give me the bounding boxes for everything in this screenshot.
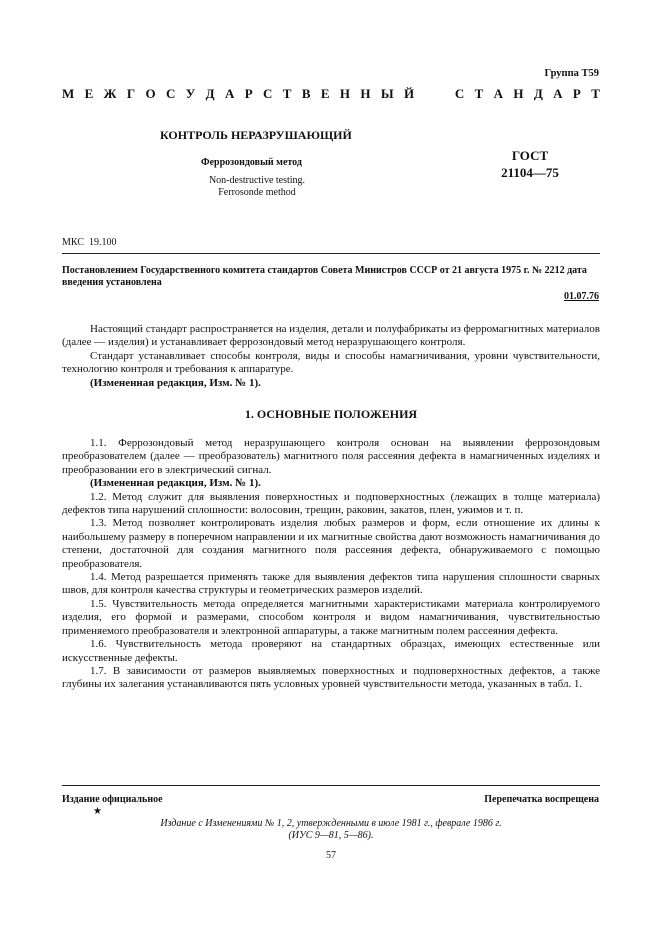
paragraph: 1.3. Метод позволяет контролировать изделия любых размеров и форм, если отношение их длины к наибольшему размеру в поперечном направлении и их магнитные свойства дают возможность намагничивания до степени, достаточной для создания магнитного поля рассеяния дефекта, обнаруживаемого с помощью преобразователя. <box>62 517 600 570</box>
banner-letter: У <box>185 86 196 101</box>
banner-letter: А <box>553 86 563 101</box>
edition-note <box>62 818 600 842</box>
paragraph: 1.7. В зависимости от размеров выявляемых поверхностных и подповерхностных дефектов, а также глубины их залегания устанавливаются пять условных уровней чувствительности метода, указанных в табл. 1. <box>62 664 600 691</box>
intro-block <box>62 323 600 390</box>
banner-letter: М <box>62 86 75 101</box>
paragraph: (Измененная редакция, Изм. № 1). <box>90 376 261 389</box>
banner-letter: Н <box>513 86 524 101</box>
official-edition-label: Издание официальное <box>62 794 163 805</box>
banner-letter: Р <box>572 86 581 101</box>
banner-letter: Е <box>320 86 330 101</box>
banner-letter: Р <box>244 86 253 101</box>
section-title: 1. ОСНОВНЫЕ ПОЛОЖЕНИЯ <box>244 407 418 421</box>
mks-code: МКС 19.100 <box>62 237 117 248</box>
banner-letter: С <box>263 86 273 101</box>
paragraph: Настоящий стандарт распространяется на изделия, детали и полуфабрикаты из ферромагнитных материалов (далее — изделия) и устанавливает феррозондовый метод неразрушающего контроля. <box>62 323 600 349</box>
effective-date: 01.07.76 <box>564 291 599 302</box>
edition-note-line-1: Издание с Изменениями № 1, 2, утвержденными в июле 1981 г., феврале 1986 г. <box>160 818 502 829</box>
page-number: 57 <box>326 850 336 861</box>
banner-letter: А <box>493 86 503 101</box>
paragraph: 1.6. Чувствительность метода проверяют на стандартных образцах, имеющих естественные или искусственные дефекты. <box>62 638 600 664</box>
star-icon: ★ <box>93 806 102 817</box>
banner-letter: С <box>166 86 176 101</box>
paragraph: (Измененная редакция, Изм. № 1). <box>90 477 261 490</box>
banner-letter: Т <box>474 86 484 101</box>
banner-letter: Т <box>282 86 292 101</box>
banner-letter: А <box>224 86 235 101</box>
gost-number: 21104—75 <box>501 165 559 180</box>
banner-letter: О <box>145 86 156 101</box>
decree-text: Постановлением Государственного комитета стандартов Совета Министров СССР от 21 августа 1975 г. № 2212 дата введения установлена <box>62 265 587 288</box>
paragraph: 1.2. Метод служит для выявления поверхностных и подповерхностных (лежащих в толще материала) дефектов типа нарушений сплошности: волосовин, трещин, раковин, закатов, плен, ужимов и т. п. <box>62 490 600 517</box>
banner-letter: Д <box>205 86 215 101</box>
footer-divider <box>62 785 600 786</box>
banner-letter: Е <box>84 86 94 101</box>
banner-letter: Й <box>403 86 415 101</box>
group-code: Группа Т59 <box>544 68 599 79</box>
banner-letter: Ж <box>103 86 117 101</box>
reprint-prohibited-label: Перепечатка воспрещена <box>484 794 599 805</box>
banner-letter: Д <box>533 86 543 101</box>
banner-letter: Г <box>126 86 136 101</box>
english-title <box>200 175 314 199</box>
document-subtitle: Феррозондовый метод <box>201 157 302 168</box>
paragraph: Стандарт устанавливает способы контроля, виды и способы намагничивания, уровни чувствительности, технологию контроля и требования к аппаратуре. <box>62 349 600 376</box>
banner-letter: Т <box>591 86 600 101</box>
banner-letter: Ы <box>380 86 394 101</box>
section-body <box>62 437 600 692</box>
gost-label: ГОСТ <box>511 148 549 163</box>
english-title-line-2: Ferrosonde method <box>218 187 296 198</box>
paragraph: 1.4. Метод разрешается применять также для выявления дефектов типа нарушения сплошности сварных швов, для контроля качества структуры и геометрических размеров изделий. <box>62 571 600 597</box>
banner-gap <box>424 86 444 102</box>
english-title-line-1: Non-destructive testing. <box>208 175 306 186</box>
document-title: КОНТРОЛЬ НЕРАЗРУШАЮЩИЙ <box>160 128 352 142</box>
standard-banner <box>62 86 600 102</box>
banner-letter: В <box>301 86 311 101</box>
edition-note-line-2: (ИУС 9—81, 5—86). <box>288 830 374 841</box>
banner-letter: Н <box>339 86 351 101</box>
banner-letter: С <box>454 86 465 101</box>
banner-letter: Н <box>360 86 371 101</box>
divider <box>62 253 600 254</box>
paragraph: 1.1. Феррозондовый метод неразрушающего контроля основан на выявлении феррозондовым преобразователем (далее — преобразователь) магнитного поля рассеяния дефекта в намагниченных изделиях и преобразовании его в электрический сигнал. <box>62 437 600 476</box>
paragraph: 1.5. Чувствительность метода определяется магнитными характеристиками материала контролируемого изделия, его формой и размерами, способом контроля и видом намагничивания, чувствительностью применяемого преобразователя и электронной аппаратуры, а также магнитным полем рассеяния дефекта. <box>62 597 600 637</box>
